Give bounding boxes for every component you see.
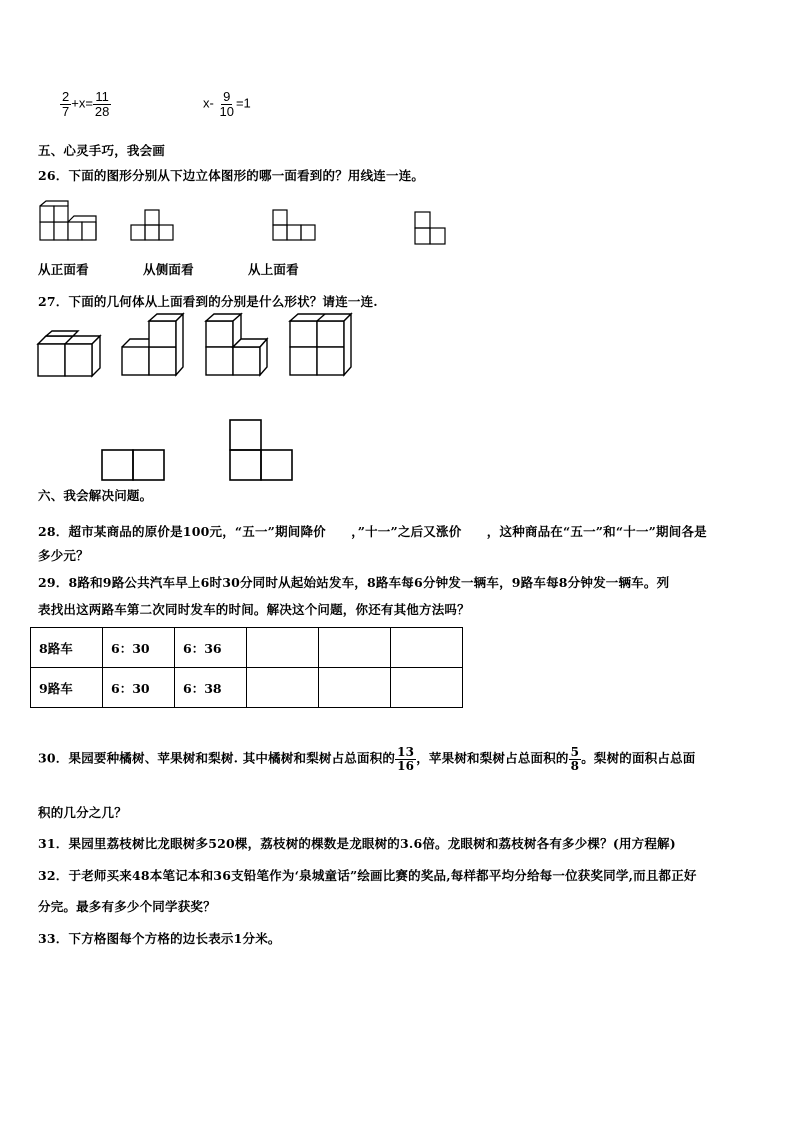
q30-text-part2: ，苹果树和梨树占总面积的 [416,750,569,766]
q26-view-c [414,210,448,246]
q27-solid-4 [290,313,354,377]
table-cell: 6：30 [103,668,175,708]
numerator: 13 [397,745,415,759]
q30-text-part1: 30．果园要种橘树、苹果树和梨树. 其中橘树和梨树占总面积的 [38,750,396,766]
table-cell[interactable] [391,628,463,668]
fraction [217,90,235,118]
table-cell[interactable] [319,668,391,708]
question-31: 31．果园里荔枝树比龙眼树多520棵，荔枝树的棵数是龙眼树的3.6倍。龙眼树和荔枝树各有多少棵？(用方程解) [38,836,676,851]
question-29-line1: 29．8路和9路公共汽车早上6时30分同时从起始站发车，8路车每6分钟发一辆车，9路车每8分钟发一辆车。列 [38,575,670,590]
equation-suffix: =1 [235,95,251,111]
question-29-line2: 表找出这两路车第二次同时发车的时间。解决这个问题，你还有其他方法吗？ [38,602,470,617]
q27-view-b [228,418,294,482]
table-cell[interactable] [319,628,391,668]
equation-prefix: x- [203,95,214,111]
equation-2 [203,90,251,118]
table-cell[interactable] [247,628,319,668]
numerator: 2 [62,89,70,104]
q26-view-b [272,208,318,242]
question-30-line1 [38,746,696,772]
question-26: 26．下面的图形分别从下边立体图形的哪一面看到的？用线连一连。 [38,168,425,183]
denominator: 10 [219,103,234,119]
q26-view-a [130,208,176,242]
question-32-line2: 分完。最多有多少个同学获奖？ [38,899,216,914]
fraction [60,90,71,118]
q26-label-side: 从侧面看 [143,262,194,277]
table-row [31,668,463,708]
section-5-title: 五、心灵手巧，我会画 [38,143,166,158]
q26-label-front: 从正面看 [38,262,89,277]
table-cell: 6：30 [103,628,175,668]
q26-solid-figure [38,200,98,242]
question-28-line2: 多少元？ [38,548,89,563]
q26-label-top: 从上面看 [248,262,299,277]
table-cell: 6：36 [175,628,247,668]
question-32-line1: 32．于老师买来48本笔记本和36支铅笔作为‘泉城童话”绘画比赛的奖品,每样都平均分给每一位获奖同学,而且都正好 [38,868,697,883]
question-30-line2: 积的几分之几？ [38,805,127,820]
denominator: 28 [94,103,110,119]
table-row [31,628,463,668]
denominator: 7 [62,103,70,119]
section-6-title: 六、我会解决问题。 [38,488,153,503]
q27-view-a [100,448,166,482]
equation-1 [60,90,111,118]
question-27: 27．下面的几何体从上面看到的分别是什么形状？请连一连. [38,294,378,309]
q27-solid-2 [122,313,186,377]
table-cell: 6：38 [175,668,247,708]
table-cell: 9路车 [31,668,103,708]
q27-solid-3 [206,313,270,377]
table-cell: 8路车 [31,628,103,668]
denominator: 16 [397,758,415,773]
q27-solid-1 [38,330,102,378]
numerator: 11 [95,89,109,104]
table-cell[interactable] [247,668,319,708]
fraction [93,90,111,118]
numerator: 5 [570,745,580,759]
denominator: 8 [570,758,580,773]
bus-schedule-table [30,627,463,708]
equation-operator: +x= [71,95,93,111]
fraction [395,746,416,772]
question-28-line1: 28．超市某商品的原价是100元，“五一”期间降价 ，”十一”之后又涨价 ，这种商品在“五一”和“十一”期间各是 [38,524,707,539]
fraction [569,746,582,772]
numerator: 9 [223,89,231,104]
table-cell[interactable] [391,668,463,708]
question-33: 33．下方格图每个方格的边长表示1分米。 [38,931,281,946]
q30-text-part3: 。梨树的面积占总面 [581,750,696,766]
